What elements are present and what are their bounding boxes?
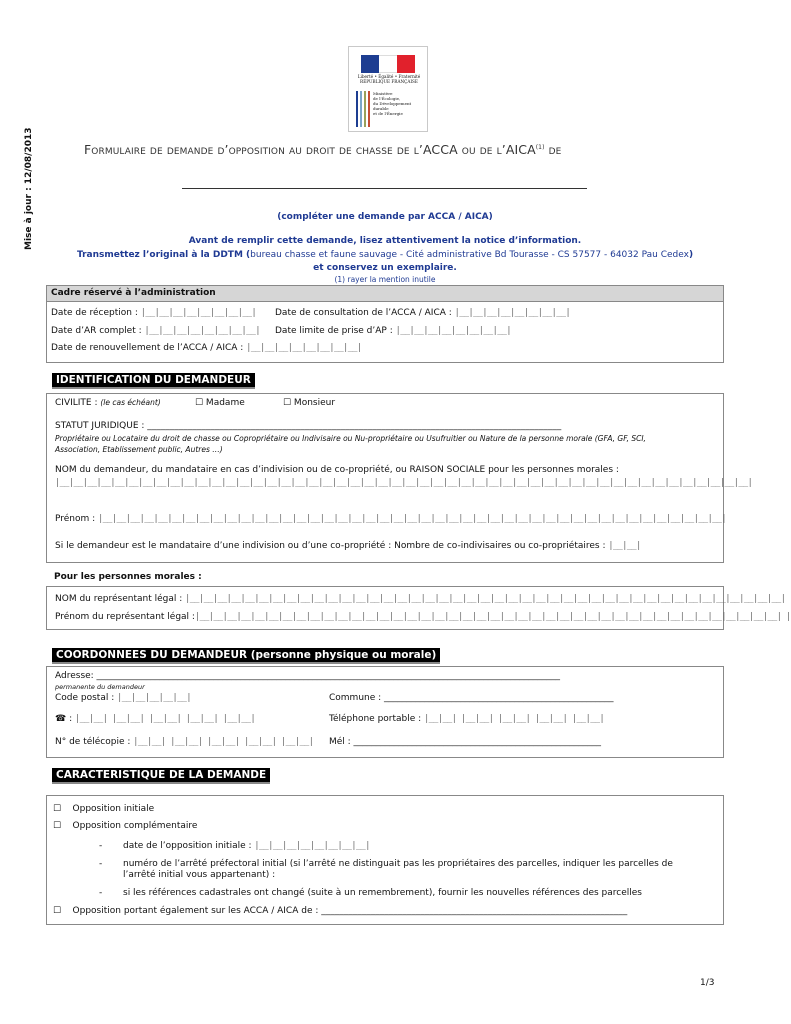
fax-field[interactable]: N° de télécopie : |__|__| |__|__| |__|__| |__|__| |__|__| xyxy=(55,737,314,747)
initiale-option[interactable]: ☐ Opposition initiale xyxy=(53,804,155,814)
dash-3: - xyxy=(99,888,103,898)
intro-keep: et conservez un exemplaire. xyxy=(313,263,457,273)
morales-box xyxy=(46,586,791,630)
dash-1: - xyxy=(99,841,103,851)
nom-rep-field[interactable]: NOM du représentant légal : |__|__|__|__|__|__|__|__|__|__|__|__|__|__|__|__|__|__|__|__|__|__|__|__|__|__|__|__|__|__|__|__|__|__|__|__|__|__|__|__|__|__|__| xyxy=(55,594,786,604)
egalement-option[interactable]: ☐ Opposition portant également sur les ACCA / AICA de : ____________________________________________________________________ xyxy=(53,906,628,916)
statut-help-1: Propriétaire ou Locataire du droit de chasse ou Copropriétaire ou Indivisaire ou Nu-propriétaire ou Usufruitier ou Nature de la personne morale (GFA, GF, SCI, xyxy=(55,434,646,443)
adresse-note: permanente du demandeur xyxy=(55,683,145,691)
identification-title: IDENTIFICATION DU DEMANDEUR xyxy=(52,373,255,389)
madame-checkbox[interactable]: ☐ Madame xyxy=(195,398,245,408)
renouvellement-field[interactable]: Date de renouvellement de l’ACCA / AICA : |__|__|__|__|__|__|__|__| xyxy=(51,343,362,353)
morales-title: Pour les personnes morales : xyxy=(54,572,202,582)
mel-field[interactable]: Mél : _______________________________________________________ xyxy=(329,737,602,747)
complementaire-option[interactable]: ☐ Opposition complémentaire xyxy=(53,821,198,831)
tel-field[interactable]: ☎ : |__|__| |__|__| |__|__| |__|__| |__|__| xyxy=(55,714,256,724)
logo-motto: Liberté • Égalité • Fraternité RÉPUBLIQUE FRANÇAISE xyxy=(357,74,421,84)
consultation-field[interactable]: Date de consultation de l’ACCA / AICA : |__|__|__|__|__|__|__|__| xyxy=(275,308,571,318)
cp-field[interactable]: Code postal : |__|__|__|__|__| xyxy=(55,693,192,703)
french-flag-icon xyxy=(361,55,415,73)
form-title: Formulaire de demande d’opposition au droit de chasse de l’ACCA ou de l’AICA$^{(1)}$ de xyxy=(84,142,562,157)
intro-note: (1) rayer la mention inutile xyxy=(334,275,436,284)
intro-complete: (compléter une demande par ACCA / AICA) xyxy=(277,212,493,222)
admin-header: Cadre réservé à l’administration xyxy=(47,286,723,302)
adresse-field[interactable]: Adresse: _______________________________________________________________________________________________________ xyxy=(55,671,561,681)
cadastrales-text: si les références cadastrales ont changé (suite à un remembrement), fournir les nouvelles références des parcelles xyxy=(123,888,642,898)
reception-field[interactable]: Date de réception : |__|__|__|__|__|__|__|__| xyxy=(51,308,257,318)
prenom-rep-field[interactable]: Prénom du représentant légal :|__|__|__|__|__|__|__|__|__|__|__|__|__|__|__|__|__|__|__|__|__|__|__|__|__|__|__|__|__|__|__|__|__|__|__|__|__|__|__|__|__|__| | xyxy=(55,612,791,622)
limite-field[interactable]: Date limite de prise d’AP : |__|__|__|__|__|__|__|__| xyxy=(275,326,512,336)
ministry-logo xyxy=(348,46,428,132)
caracteristique-box xyxy=(46,795,724,925)
intro-before: Avant de remplir cette demande, lisez attentivement la notice d’information. xyxy=(188,236,582,246)
civilite-label: CIVILITE : (le cas échéant) xyxy=(55,398,161,408)
portable-field[interactable]: Téléphone portable : |__|__| |__|__| |__|__| |__|__| |__|__| xyxy=(329,714,605,724)
coordonnees-box xyxy=(46,666,724,758)
title-blank-line[interactable] xyxy=(182,188,587,189)
statut-field[interactable]: STATUT JURIDIQUE : ____________________________________________________________________________________________ xyxy=(55,421,562,431)
update-date: Mise à jour : 12/08/2013 xyxy=(24,127,34,250)
arrete-text-1: numéro de l’arrêté préfectoral initial (si l’arrêté ne distinguait pas les propriétaires des parcelles, indiquer les parcelles de xyxy=(123,859,673,869)
arrete-text-2[interactable]: l’arrêté initial vous appartenant) : xyxy=(123,870,276,880)
caracteristique-title: CARACTERISTIQUE DE LA DEMANDE xyxy=(52,768,270,784)
statut-help-2: Association, Etablissement public, Autres …) xyxy=(55,445,223,454)
prenom-field[interactable]: Prénom : |__|__|__|__|__|__|__|__|__|__|__|__|__|__|__|__|__|__|__|__|__|__|__|__|__|__|__|__|__|__|__|__|__|__|__|__|__|__|__|__|__|__|__|__|__| xyxy=(55,514,727,524)
monsieur-checkbox[interactable]: ☐ Monsieur xyxy=(283,398,336,408)
commune-field[interactable]: Commune : ___________________________________________________ xyxy=(329,693,614,703)
logo-ministry: Ministère de l'Écologie, du Développement durable et de l'Énergie xyxy=(373,91,412,116)
dash-2: - xyxy=(99,859,103,869)
mandataire-field[interactable]: Si le demandeur est le mandataire d’une indivision ou d’une co-propriété : Nombre de co-indivisaires ou co-propriétaires : |__|__| xyxy=(55,541,641,551)
nom-label: NOM du demandeur, du mandataire en cas d’indivision ou de co-propriété, ou RAISON SOCIALE pour les personnes morales : xyxy=(55,465,619,475)
date-initiale-field[interactable]: date de l’opposition initiale : |__|__|__|__|__|__|__|__| xyxy=(123,841,370,851)
intro-transmit: Transmettez l’original à la DDTM (bureau chasse et faune sauvage - Cité administrative Bd Tourasse - CS 57577 - 64032 Pau Cedex) xyxy=(76,250,694,260)
nom-boxes[interactable]: |__|__|__|__|__|__|__|__|__|__|__|__|__|__|__|__|__|__|__|__|__|__|__|__|__|__|__|__|__|__|__|__|__|__|__|__|__|__|__|__|__|__|__|__|__|__|__|__|__|__| xyxy=(55,478,753,488)
coordonnees-title: COORDONNEES DU DEMANDEUR (personne physique ou morale) xyxy=(52,648,440,664)
identification-box xyxy=(46,393,753,563)
admin-box xyxy=(46,285,724,363)
ar-complet-field[interactable]: Date d’AR complet : |__|__|__|__|__|__|__|__| xyxy=(51,326,260,336)
page-number: 1/3 xyxy=(700,978,715,988)
logo-bars-icon xyxy=(356,91,370,127)
